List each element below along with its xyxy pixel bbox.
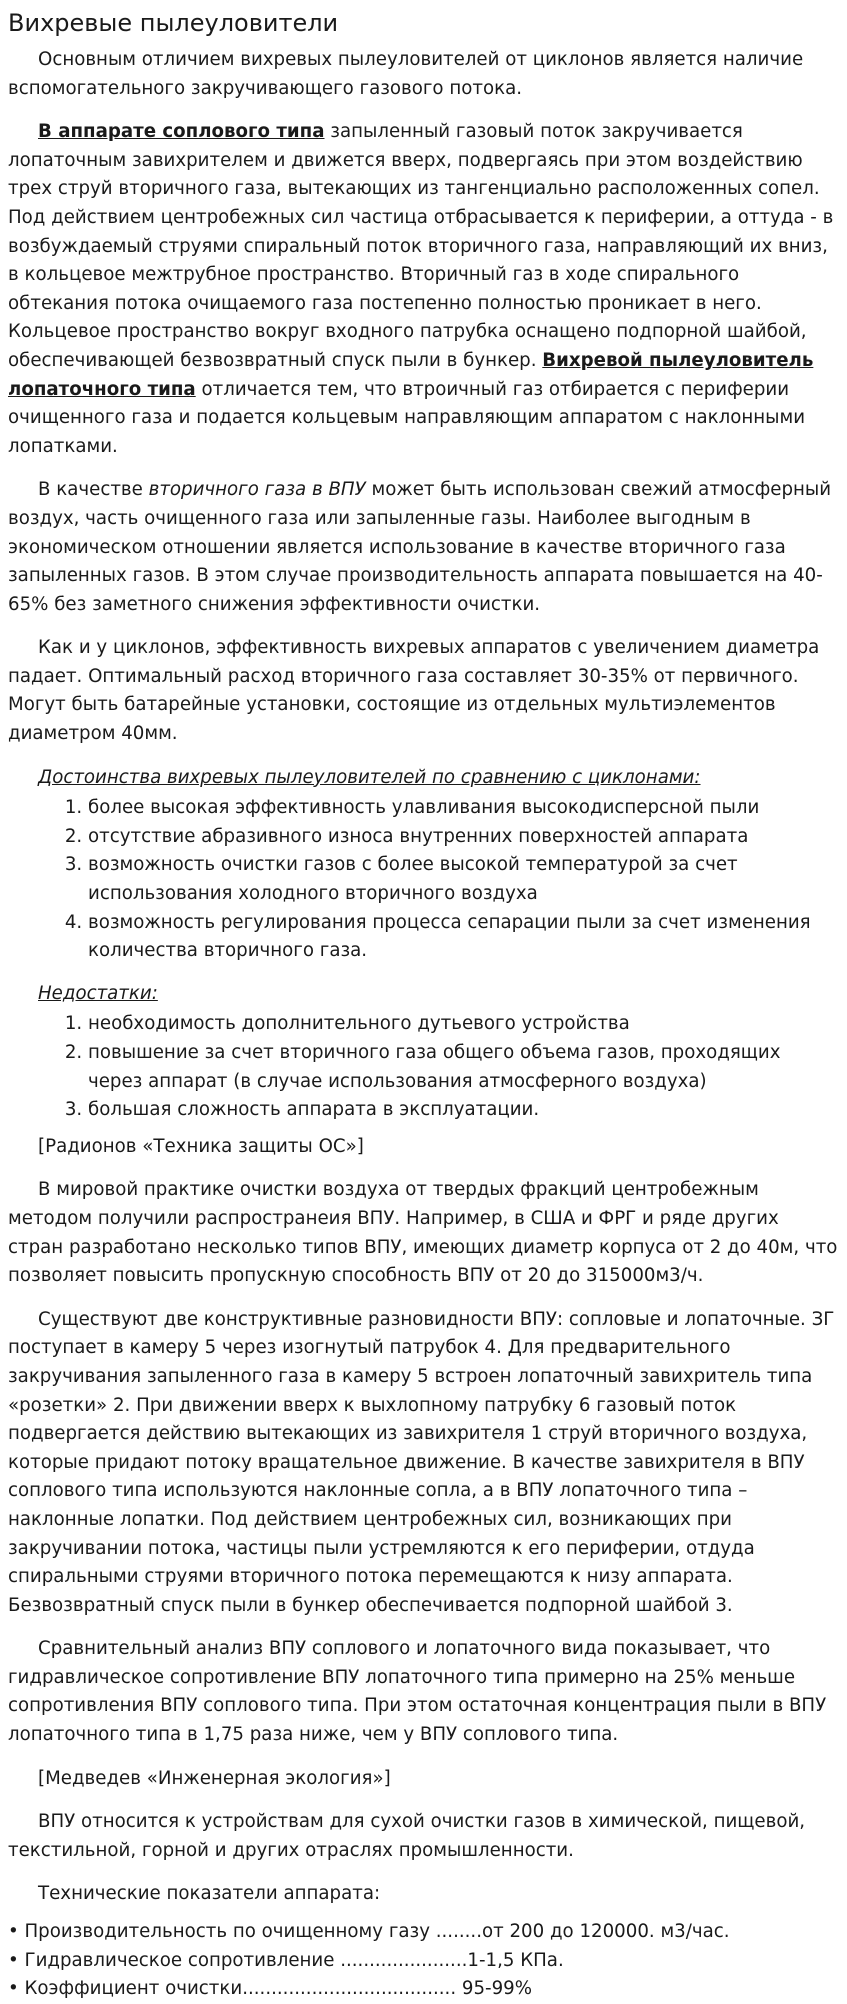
page-title: Вихревые пылеуловители: [8, 9, 339, 37]
disadvantages-heading-text: Недостатки:: [38, 982, 158, 1004]
blade-type-text: отличается тем, что втроичный газ отбирается с периферии очищенного газа и подается кольцевым направляющим аппаратом с наклонными лопатками.: [8, 378, 806, 457]
reference-radionov: [Радионов «Техника защиты ОС»]: [38, 1135, 364, 1157]
efficiency-paragraph: Как и у циклонов, эффективность вихревых аппаратов с увеличением диаметра падает. Оптимальный расход вторичного газа составляет 30-35% от первичного. Могут быть батарейные установки, состоящие из отдельных мультиэлементов диаметром 40мм.: [8, 637, 820, 745]
nozzle-type-text: запыленный газовый поток закручивается лопаточным завихрителем и движется вверх, подвергаясь при этом воздействию трех струй вторичного газа, вытекающих из тангенциально расположенных сопел. Под действием центробежных сил частица отбрасывается к периферии, а оттуда - в возбуждаемый струями спиральный поток вторичного газа, направляющий их вниз, в кольцевое межтрубное пространство. Вторичный газ в ходе спирального обтекания потока очищаемого газа постепенно полностью проникает в него. Кольцевое пространство вокруг входного патрубка оснащено подпорной шайбой, обеспечивающей безвозвратный спуск пыли в бункер.: [8, 121, 834, 371]
specs-list: [8, 1918, 839, 2004]
comparison-paragraph: Сравнительный анализ ВПУ соплового и лопаточного вида показывает, что гидравлическое сопротивление ВПУ лопаточного типа примерно на 25% меньше сопротивления ВПУ соплового типа. При этом остаточная концентрация пыли в ВПУ лопаточного типа в 1,75 раза ниже, чем у ВПУ соплового типа.: [8, 1638, 827, 1746]
list-item: 2. повышение за счет вторичного газа общего объема газов, проходящих через аппарат (в случае использования атмосферного воздуха): [88, 1039, 839, 1096]
spec-item: • Коэффициент очистки..................................... 95-99%: [8, 1978, 533, 2000]
disadvantages-heading: [8, 980, 839, 1009]
list-item: 2. отсутствие абразивного износа внутренних поверхностей аппарата: [88, 823, 839, 852]
nozzle-type-term: В аппарате соплового типа: [38, 121, 325, 143]
spec-item: • Гидравлическое сопротивление ......................1-1,5 КПа.: [8, 1949, 564, 1971]
list-item: 3. большая сложность аппарата в эксплуатации.: [88, 1096, 839, 1125]
list-item: 4. возможность регулирования процесса сепарации пыли за счет изменения количества вторичного газа.: [88, 909, 839, 966]
list-item: 1. более высокая эффективность улавливания высокодисперсной пыли: [88, 794, 839, 823]
nozzle-type-paragraph: [8, 118, 839, 461]
disadvantages-list: [8, 1010, 839, 1124]
list-item: 1. необходимость дополнительного дутьевого устройства: [88, 1010, 839, 1039]
list-item: 3. возможность очистки газов с более высокой температурой за счет использования холодного вторичного воздуха: [88, 851, 839, 908]
secondary-gas-pre: В качестве: [38, 479, 149, 501]
world-practice-paragraph: В мировой практике очистки воздуха от твердых фракций центробежным методом получили распространеия ВПУ. Например, в США и ФРГ и ряде других стран разработано несколько типов ВПУ, имеющих диаметр корпуса от 2 до 40м, что позволяет повысить пропускную способность ВПУ от 20 до 315000м3/ч.: [8, 1179, 838, 1287]
application-paragraph: ВПУ относится к устройствам для сухой очистки газов в химической, пищевой, текстильной, горной и других отраслях промышленности.: [8, 1811, 806, 1861]
secondary-gas-paragraph: [8, 476, 839, 619]
advantages-heading: [8, 764, 839, 793]
advantages-list: [8, 794, 839, 966]
specs-heading: Технические показатели аппарата:: [38, 1883, 381, 1905]
secondary-gas-text: может быть использован свежий атмосферный воздух, часть очищенного газа или запыленные газы. Наиболее выгодным в экономическом отношении является использование в качестве вторичного газа запыленных газов. В этом случае производительность аппарата повышается на 40-65% без заметного снижения эффективности очистки.: [8, 479, 832, 615]
reference-medvedev: [Медведев «Инженерная экология»]: [38, 1767, 391, 1789]
design-variants-paragraph: Существуют две конструктивные разновидности ВПУ: сопловые и лопаточные. ЗГ поступает в камеру 5 через изогнутый патрубок 4. Для предварительного закручивания запыленного газа в камеру 5 встроен лопаточный завихритель типа «розетки» 2. При движении вверх к выхлопному патрубку 6 газовый поток подвергается действию вытекающих из завихрителя 1 струй вторичного воздуха, которые придают потоку вращательное движение. В качестве завихрителя в ВПУ соплового типа используются наклонные сопла, а в ВПУ лопаточного типа – наклонные лопатки. Под действием центробежных сил, возникающих при закручивании потока, частицы пыли устремляются к его периферии, отдуда спиральными струями вторичного потока перемещаются к низу аппарата. Безвозвратный спуск пыли в бункер обеспечивается подпорной шайбой 3.: [8, 1308, 835, 1616]
spec-item: • Производительность по очищенному газу ........от 200 до 120000. м3/час.: [8, 1921, 730, 1943]
intro-paragraph: Основным отличием вихревых пылеуловителей от циклонов является наличие вспомогательного закручивающего газового потока.: [8, 49, 804, 99]
advantages-heading-text: Достоинства вихревых пылеуловителей по сравнению с циклонами:: [38, 766, 701, 788]
blade-type-term: Вихревой пылеуловитель лопаточного типа: [8, 349, 814, 400]
secondary-gas-term: вторичного газа в ВПУ: [148, 479, 366, 501]
